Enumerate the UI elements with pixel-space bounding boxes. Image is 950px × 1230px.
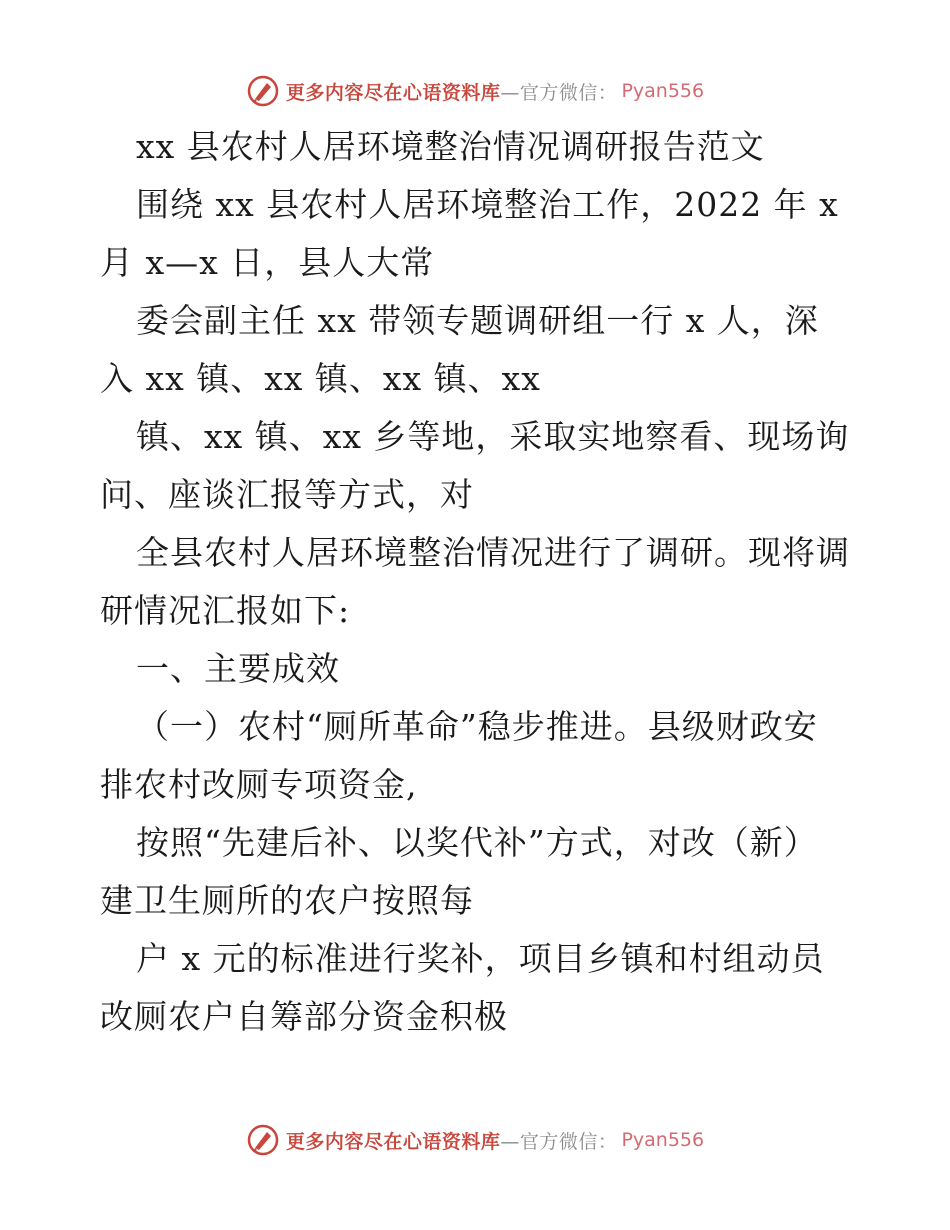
watermark-handle: Pyan556 [621, 80, 705, 102]
watermark-sub-text: —官方微信： [500, 1130, 618, 1153]
header-watermark [0, 71, 950, 111]
paragraph-line: 全县农村人居环境整治情况进行了调研。现将调 [136, 533, 850, 572]
pen-nib-logo-icon [246, 1123, 280, 1157]
paragraph-line: 镇、xx 镇、xx 乡等地，采取实地察看、现场询 [136, 417, 850, 456]
watermark-handle: Pyan556 [621, 1129, 705, 1151]
paragraph-line: 按照“先建后补、以奖代补”方式，对改（新） [136, 823, 818, 862]
document-body [100, 118, 852, 1046]
document-title: xx 县农村人居环境整治情况调研报告范文 [136, 127, 765, 166]
paragraph-line: 入 xx 镇、xx 镇、xx 镇、xx [100, 359, 541, 398]
watermark-main-text: 更多内容尽在心语资料库 [285, 1130, 501, 1153]
paragraph-line: 委会副主任 xx 带领专题调研组一行 x 人，深 [136, 301, 819, 340]
paragraph-line: 围绕 xx 县农村人居环境整治工作，2022 年 x [136, 185, 839, 224]
subsection-heading: （一）农村“厕所革命”稳步推进。县级财政安 [136, 707, 818, 746]
paragraph-line: 研情况汇报如下: [100, 591, 351, 630]
paragraph-line: 排农村改厕专项资金, [100, 765, 418, 804]
paragraph-line: 问、座谈汇报等方式，对 [100, 475, 474, 514]
watermark-sub-text: —官方微信： [500, 81, 618, 104]
watermark-main-text: 更多内容尽在心语资料库 [285, 81, 501, 104]
pen-nib-logo-icon [246, 74, 280, 108]
paragraph-line: 户 x 元的标准进行奖补，项目乡镇和村组动员 [136, 939, 825, 978]
footer-watermark [0, 1120, 950, 1160]
paragraph-line: 月 x—x 日，县人大常 [100, 243, 435, 282]
paragraph-line: 建卫生厕所的农户按照每 [100, 881, 474, 920]
section-heading: 一、主要成效 [136, 649, 340, 688]
paragraph-line: 改厕农户自筹部分资金积极 [100, 997, 508, 1036]
